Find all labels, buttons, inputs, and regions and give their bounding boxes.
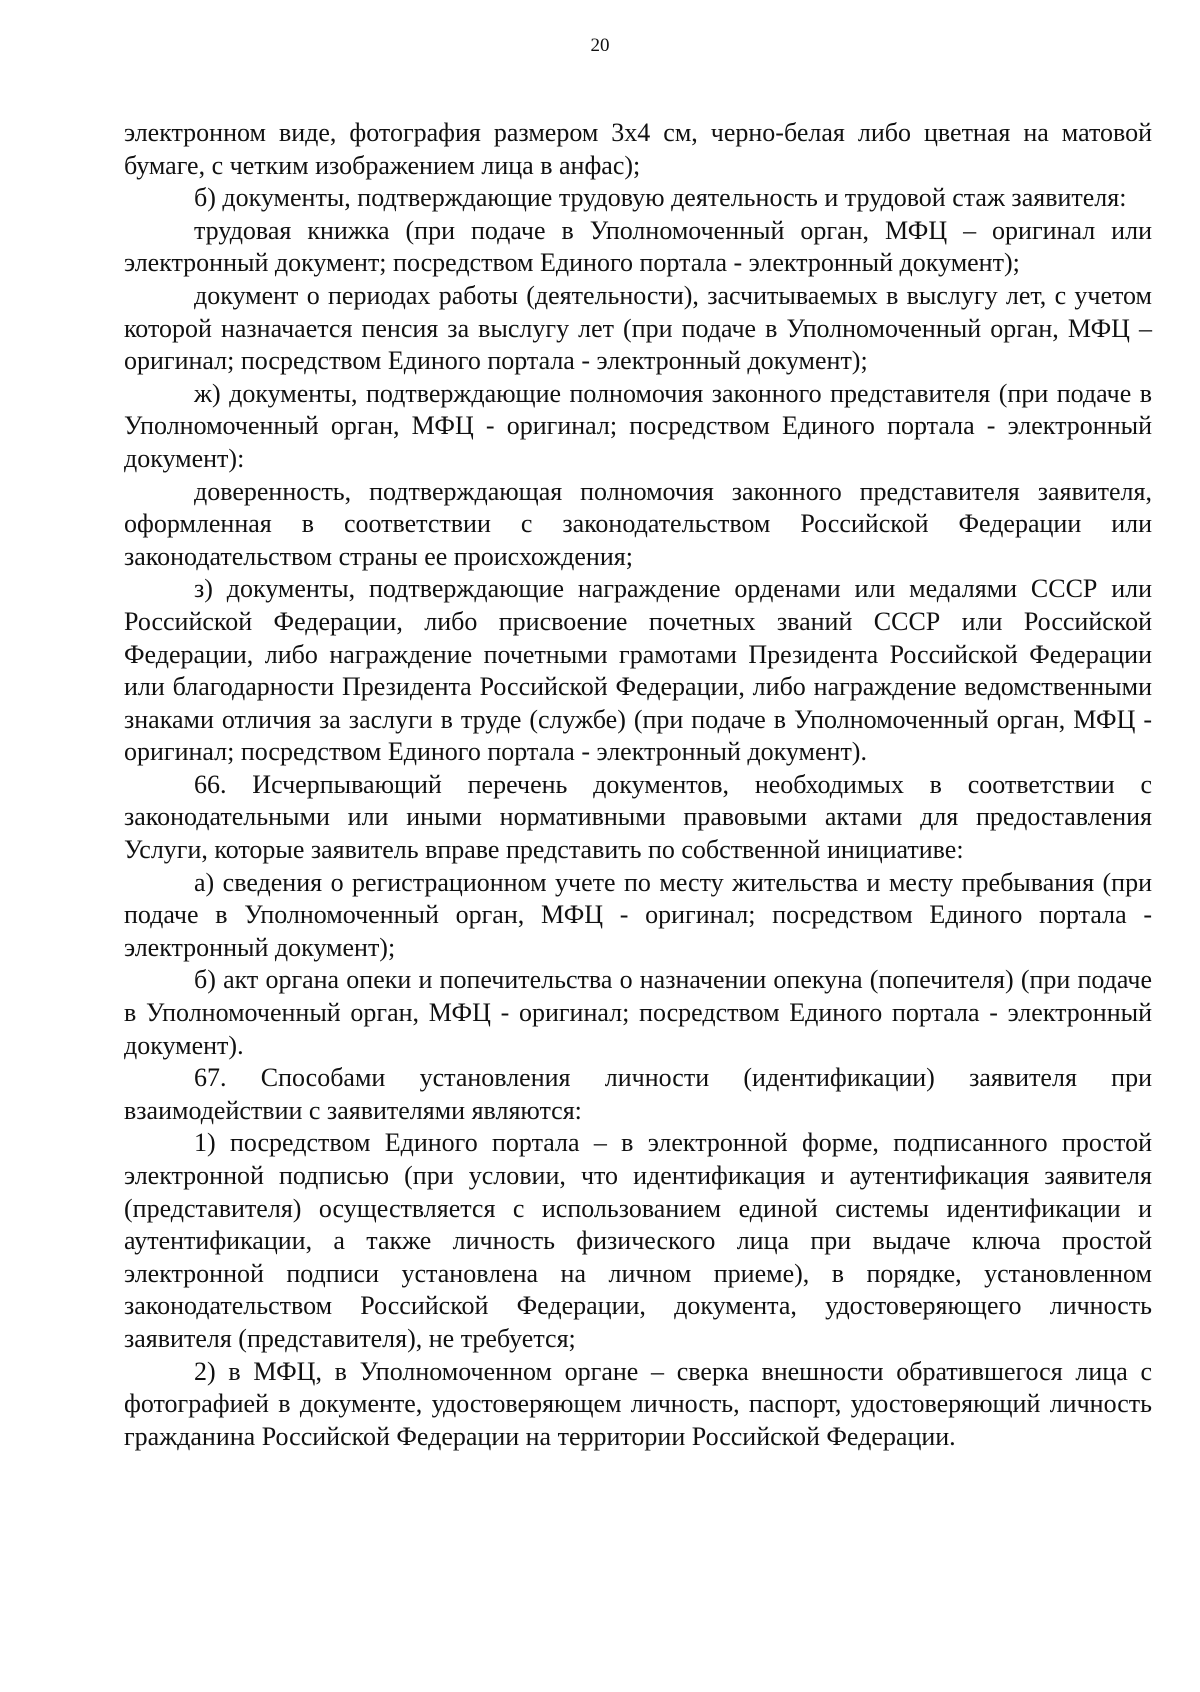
paragraph-66-exhaustive-list: 66. Исчерпывающий перечень документов, необходимых в соответствии с законодательными или иными нормативными правовыми актами для предоставления Услуги, которые заявитель вправе представить по собственной инициативе: xyxy=(124,769,1152,865)
paragraph-work-periods-document: документ о периодах работы (деятельности), засчитываемых в выслугу лет, с учетом которой назначается пенсия за выслугу лет (при подаче в Уполномоченный орган, МФЦ – оригинал; посредством Единого портала - электронный документ); xyxy=(124,280,1152,376)
paragraph-photo-continuation: электронном виде, фотография размером 3х4 см, черно-белая либо цветная на матовой бумаге, с четким изображением лица в анфас); xyxy=(124,118,1152,180)
paragraph-item-b-work-documents: б) документы, подтверждающие трудовую деятельность и трудовой стаж заявителя: xyxy=(194,183,1127,213)
paragraph-power-of-attorney: доверенность, подтверждающая полномочия законного представителя заявителя, оформленная в соответствии с законодательством Российской Федерации или законодательством страны ее происхождения; xyxy=(124,476,1152,571)
page-number: 20 xyxy=(590,35,610,56)
paragraph-item-2-mfc: 2) в МФЦ, в Уполномоченном органе – сверка внешности обратившегося лица с фотографией в документе, удостоверяющем личность, паспорт, удостоверяющий личность гражданина Российской Федерации на территории Российской Федерации. xyxy=(124,1356,1152,1451)
paragraph-item-a-registration: а) сведения о регистрационном учете по месту жительства и месту пребывания (при подаче в Уполномоченный орган, МФЦ - оригинал; посредством Единого портала - электронный документ); xyxy=(124,867,1152,962)
paragraph-item-b-guardianship-act: б) акт органа опеки и попечительства о назначении опекуна (попечителя) (при подаче в Уполномоченный орган, МФЦ - оригинал; посредством Единого портала - электронный документ). xyxy=(124,965,1152,1060)
paragraph-item-z-awards-documents: з) документы, подтверждающие награждение орденами или медалями СССР или Российской Федерации, либо присвоение почетных званий СССР или Российской Федерации, либо награждение почетными грамотами Президента Российской Федерации или благодарности Президента Российской Федерации, либо награждение ведомственными знаками отличия за заслуги в труде (службе) (при подаче в Уполномоченный орган, МФЦ - оригинал; посредством Единого портала - электронный документ). xyxy=(124,574,1152,767)
paragraph-work-book: трудовая книжка (при подаче в Уполномоченный орган, МФЦ – оригинал или электронный документ; посредством Единого портала - электронный документ); xyxy=(124,215,1152,278)
document-body xyxy=(124,117,1152,1453)
paragraph-67-identification: 67. Способами установления личности (идентификации) заявителя при взаимодействии с заявителями являются: xyxy=(124,1063,1152,1125)
paragraph-item-1-portal: 1) посредством Единого портала – в электронной форме, подписанного простой электронной подписью (при условии, что идентификация и аутентификация заявителя (представителя) осуществляется с использованием единой системы идентификации и аутентификации, а также личность физического лица при выдаче ключа простой электронной подписи установлена на личном приеме), в порядке, установленном законодательством Российской Федерации, документа, удостоверяющего личность заявителя (представителя), не требуется; xyxy=(124,1128,1152,1353)
paragraph-item-zh-representative-documents: ж) документы, подтверждающие полномочия законного представителя (при подаче в Уполномоченный орган, МФЦ - оригинал; посредством Единого портала - электронный документ): xyxy=(124,378,1152,473)
